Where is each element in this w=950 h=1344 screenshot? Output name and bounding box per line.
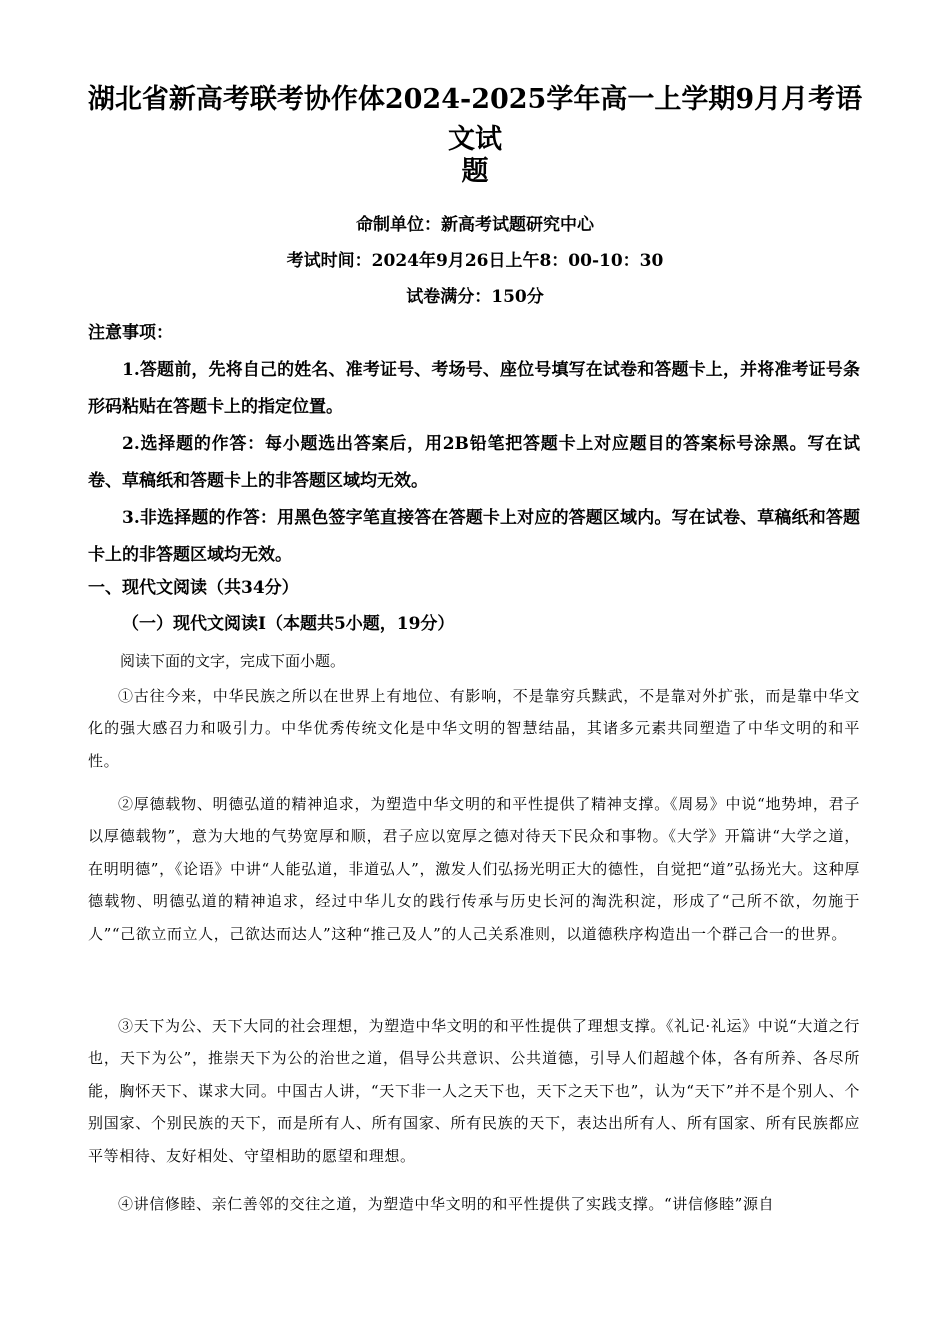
issuer-line: 命制单位：新高考试题研究中心	[356, 215, 594, 235]
section-heading: 一、现代文阅读（共34分）	[88, 578, 299, 598]
subsection-heading: （一）现代文阅读Ⅰ（本题共5小题，19分）	[122, 614, 455, 634]
notice-heading: 注意事项：	[88, 323, 173, 343]
passage-paragraph-1: ①古往今来，中华民族之所以在世界上有地位、有影响，不是靠穷兵黩武，不是靠对外扩张，而是靠中华文化的强大感召力和吸引力。中华优秀传统文化是中华文明的智慧结晶，其诸多元素共同塑造了中华文明的和平性。	[88, 687, 860, 770]
notice-item-3: 3.非选择题的作答：用黑色签字笔直接答在答题卡上对应的答题区域内。写在试卷、草稿纸和答题卡上的非答题区域均无效。	[88, 508, 860, 565]
reading-instruction: 阅读下面的文字，完成下面小题。	[120, 652, 346, 670]
full-score-line: 试卷满分：150分	[406, 287, 544, 307]
passage-paragraph-3: ③天下为公、天下大同的社会理想，为塑造中华文明的和平性提供了理想支撑。《礼记·礼运》中说“大道之行也，天下为公”，推崇天下为公的治世之道，倡导公共意识、公共道德，引导人们超越个体，各有所养、各尽所能，胸怀天下、谋求大同。中国古人讲，“天下非一人之天下也，天下之天下也”，认为“天下”并不是个别人、个别国家、个别民族的天下，而是所有人、所有国家、所有民族的天下，表达出所有人、所有国家、所有民族都应平等相待、友好相处、守望相助的愿望和理想。	[88, 1017, 860, 1165]
exam-title-line1: 湖北省新高考联考协作体2024-2025学年高一上学期9月月考语文试	[87, 84, 863, 155]
exam-time-line: 考试时间：2024年9月26日上午8：00-10：30	[286, 251, 664, 271]
exam-title-line2: 题	[461, 156, 489, 187]
notice-item-1: 1.答题前，先将自己的姓名、准考证号、考场号、座位号填写在试卷和答题卡上，并将准考证号条形码粘贴在答题卡上的指定位置。	[88, 360, 860, 417]
passage-paragraph-4: ④讲信修睦、亲仁善邻的交往之道，为塑造中华文明的和平性提供了实践支撑。“讲信修睦”源自	[118, 1195, 775, 1213]
notice-item-2: 2.选择题的作答：每小题选出答案后，用2B铅笔把答题卡上对应题目的答案标号涂黑。写在试卷、草稿纸和答题卡上的非答题区域均无效。	[88, 434, 860, 491]
passage-paragraph-2: ②厚德载物、明德弘道的精神追求，为塑造中华文明的和平性提供了精神支撑。《周易》中说“地势坤，君子以厚德载物”，意为大地的气势宽厚和顺，君子应以宽厚之德对待天下民众和事物。《大学》开篇讲“大学之道，在明明德”，《论语》中讲“人能弘道，非道弘人”，激发人们弘扬光明正大的德性，自觉把“道”弘扬光大。这种厚德载物、明德弘道的精神追求，经过中华儿女的践行传承与历史长河的淘洗积淀，形成了“己所不欲，勿施于人”“己欲立而立人，己欲达而达人”这种“推己及人”的人己关系准则，以道德秩序构造出一个群己合一的世界。	[88, 795, 860, 943]
